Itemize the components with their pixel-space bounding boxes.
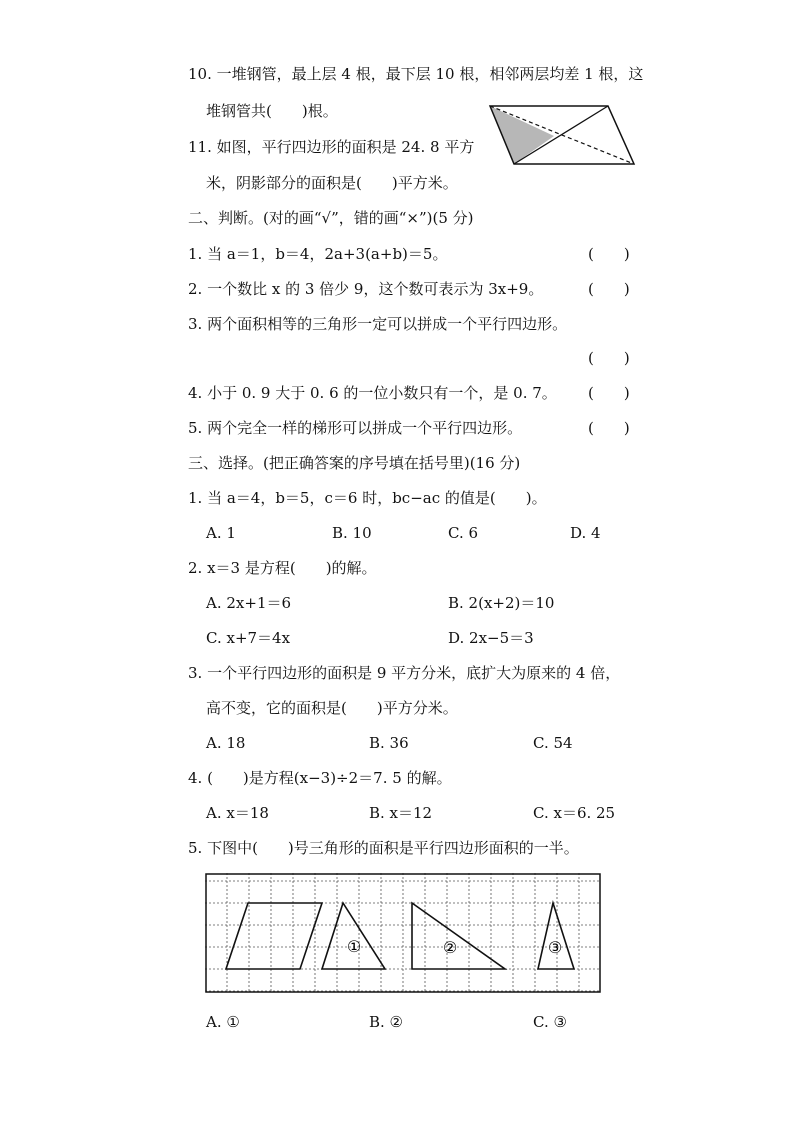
choice-q5-stem: 5. 下图中( )号三角形的面积是平行四边形面积的一半。 <box>188 839 579 857</box>
shaded-triangle <box>490 106 554 164</box>
choice-q3-option-b[interactable]: B. 36 <box>369 734 409 752</box>
judge-paren-3[interactable]: ( ) <box>588 349 630 367</box>
triangle-1-label: ① <box>346 937 362 956</box>
judge-paren-2[interactable]: ( ) <box>588 280 630 298</box>
choice-q2-option-c[interactable]: C. x+7＝4x <box>206 629 291 647</box>
choice-q2-stem: 2. x＝3 是方程( )的解。 <box>188 559 377 577</box>
triangle-3-label: ③ <box>547 938 563 957</box>
parallelogram-figure <box>488 100 638 170</box>
triangle-3 <box>538 903 574 969</box>
q11-line2: 米，阴影部分的面积是( )平方米。 <box>206 174 458 192</box>
choice-q3-stem-line2: 高不变，它的面积是( )平方分米。 <box>206 699 458 717</box>
choice-q1-option-a[interactable]: A. 1 <box>206 524 236 542</box>
choice-q2-option-a[interactable]: A. 2x+1＝6 <box>206 594 292 612</box>
section2-title: 二、判断。(对的画“√”，错的画“×”)(5 分) <box>188 209 474 227</box>
judge-paren-5[interactable]: ( ) <box>588 419 630 437</box>
choice-q3-option-c[interactable]: C. 54 <box>533 734 573 752</box>
choice-q3-stem-line1: 3. 一个平行四边形的面积是 9 平方分米，底扩大为原来的 4 倍， <box>188 664 621 682</box>
choice-q5-option-a[interactable]: A. ① <box>206 1013 240 1031</box>
choice-q5-option-c[interactable]: C. ③ <box>533 1013 567 1031</box>
parallelogram-shape <box>226 903 322 969</box>
judge-paren-1[interactable]: ( ) <box>588 245 630 263</box>
section3-title: 三、选择。(把正确答案的序号填在括号里)(16 分) <box>188 454 521 472</box>
q11-line1: 11. 如图，平行四边形的面积是 24. 8 平方 <box>188 138 475 156</box>
triangle-2 <box>412 903 505 969</box>
judge-item-2: 2. 一个数比 x 的 3 倍少 9，这个数可表示为 3x+9。 <box>188 280 544 298</box>
choice-q3-option-a[interactable]: A. 18 <box>206 734 246 752</box>
q10-line2: 堆钢管共( )根。 <box>206 102 338 120</box>
triangle-2-label: ② <box>442 938 458 957</box>
choice-q4-option-a[interactable]: A. x＝18 <box>206 804 269 822</box>
choice-q1-option-c[interactable]: C. 6 <box>448 524 479 542</box>
q10-line1: 10. 一堆钢管，最上层 4 根，最下层 10 根，相邻两层均差 1 根，这 <box>188 65 644 83</box>
judge-item-1: 1. 当 a＝1，b＝4，2a+3(a+b)＝5。 <box>188 245 448 263</box>
choice-q2-option-d[interactable]: D. 2x−5＝3 <box>448 629 534 647</box>
choice-q1-option-d[interactable]: D. 4 <box>570 524 601 542</box>
judge-paren-4[interactable]: ( ) <box>588 384 630 402</box>
choice-q2-option-b[interactable]: B. 2(x+2)＝10 <box>448 594 555 612</box>
judge-item-4: 4. 小于 0. 9 大于 0. 6 的一位小数只有一个，是 0. 7。 <box>188 384 557 402</box>
judge-item-5: 5. 两个完全一样的梯形可以拼成一个平行四边形。 <box>188 419 523 437</box>
grid-figure <box>205 873 601 993</box>
triangle-1 <box>322 903 385 969</box>
choice-q1-stem: 1. 当 a＝4，b＝5，c＝6 时，bc−ac 的值是( )。 <box>188 489 547 507</box>
choice-q4-option-c[interactable]: C. x＝6. 25 <box>533 804 616 822</box>
choice-q5-option-b[interactable]: B. ② <box>369 1013 404 1031</box>
choice-q4-stem: 4. ( )是方程(x−3)÷2＝7. 5 的解。 <box>188 769 452 787</box>
choice-q4-option-b[interactable]: B. x＝12 <box>369 804 433 822</box>
choice-q1-option-b[interactable]: B. 10 <box>332 524 372 542</box>
judge-item-3: 3. 两个面积相等的三角形一定可以拼成一个平行四边形。 <box>188 315 568 333</box>
